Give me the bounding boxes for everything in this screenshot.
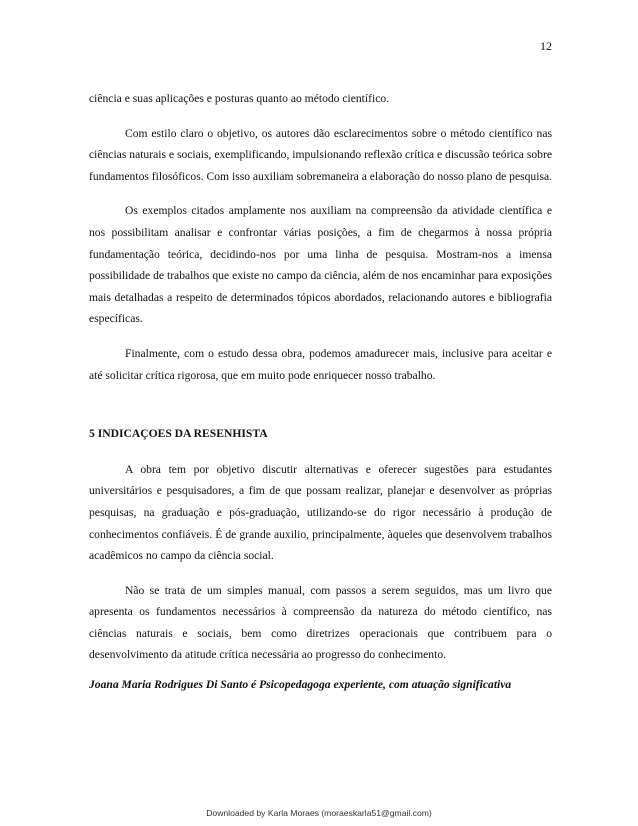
download-footer: Downloaded by Karla Moraes (moraeskarla51@gmail.com): [206, 808, 432, 818]
section-heading: 5 INDICAÇOES DA RESENHISTA: [89, 427, 268, 441]
paragraph: Não se trata de um simples manual, com passos a serem seguidos, mas um livro que apresenta os fundamentos necessários à compreensão da natureza do método científico, nas ciências naturais e sociais, bem como diretrizes operacionais que contribuem para o desenvolvimento da atitude crítica necessária ao progresso do conhecimento.: [89, 583, 552, 662]
paragraph: ciência e suas aplicações e posturas quanto ao método científico.: [89, 92, 390, 105]
document-body: [89, 88, 552, 696]
paragraph: A obra tem por objetivo discutir alternativas e oferecer sugestões para estudantes universitários e pesquisadores, a fim de que possam realizar, planejar e desenvolver as próprias pesquisas, na graduação e pós-graduação, utilizando-se do rigor necessário à produção de conhecimentos confiáveis. É de grande auxilio, principalmente, àqueles que desenvolvem trabalhos acadêmicos no campo da ciência social.: [89, 462, 552, 563]
paragraph: Com estilo claro o objetivo, os autores dão esclarecimentos sobre o método científico nas ciências naturais e sociais, exemplificando, impulsionando reflexão crítica e discussão teórica sobre fundamentos filosóficos. Com isso auxiliam sobremaneira a elaboração do nosso plano de pesquisa.: [89, 126, 552, 183]
page-number: 12: [540, 39, 552, 53]
paragraph: Finalmente, com o estudo dessa obra, podemos amadurecer mais, inclusive para aceitar e até solicitar crítica rigorosa, que em muito pode enriquecer nosso trabalho.: [89, 346, 552, 382]
author-line: Joana Maria Rodrigues Di Santo é Psicopedagoga experiente, com atuação significativa: [89, 678, 512, 692]
paragraph: Os exemplos citados amplamente nos auxiliam na compreensão da atividade científica e nos possibilitam analisar e confrontar várias posições, a fim de chegarmos à nossa própria fundamentação teórica, decidindo-nos por uma linha de pesquisa. Mostram-nos a imensa possibilidade de trabalhos que existe no campo da ciência, além de nos encaminhar para exposições mais detalhadas a respeito de determinados tópicos abordados, relacionando autores e bibliografia específicas.: [89, 204, 552, 326]
